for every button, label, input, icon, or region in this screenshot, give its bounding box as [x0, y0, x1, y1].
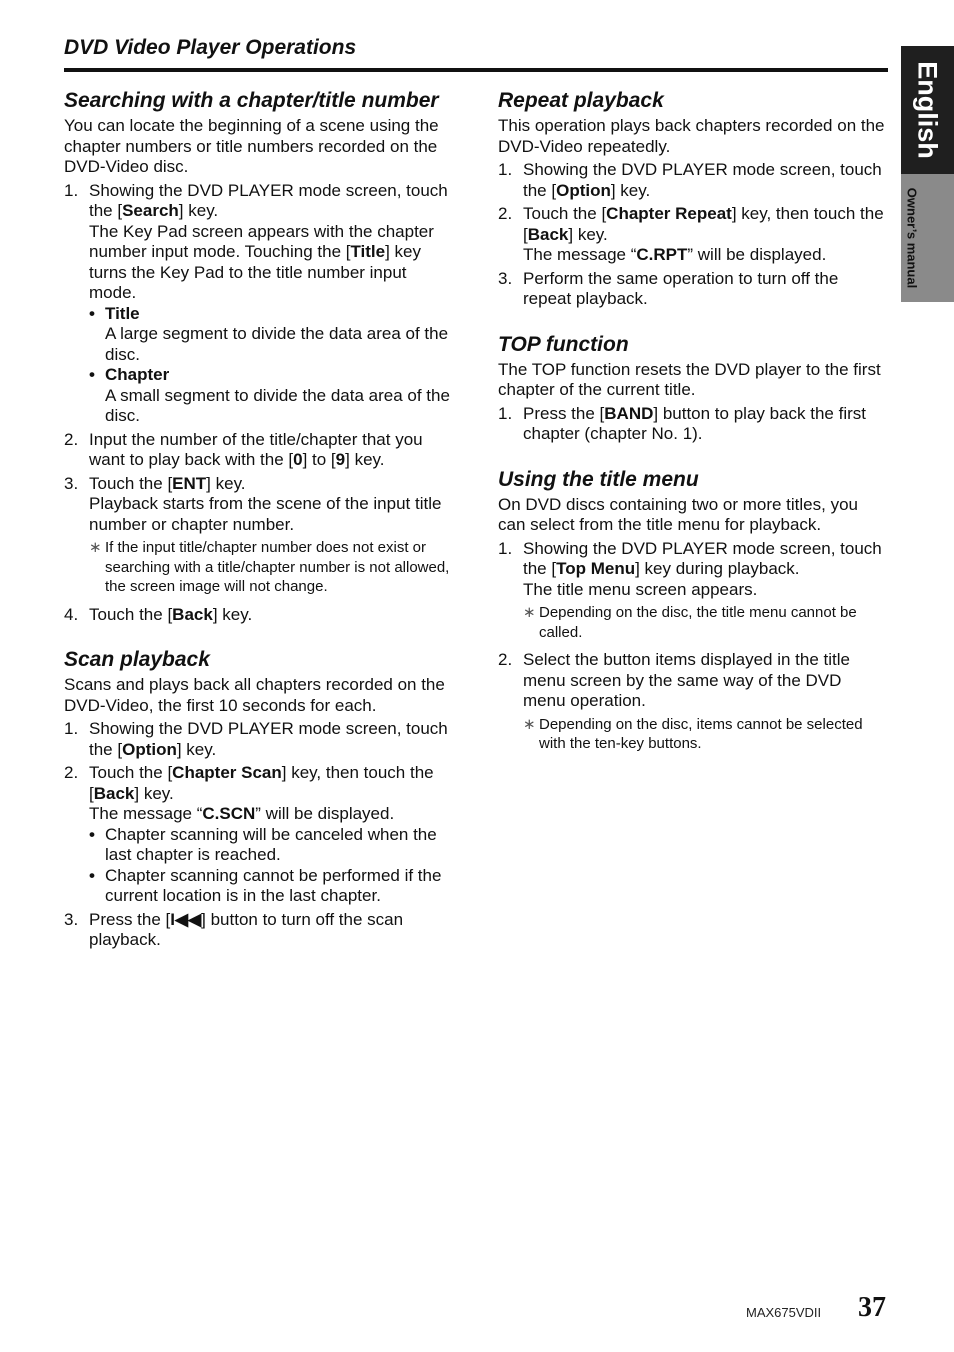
text-run: ] key. [212, 604, 253, 624]
key-label: ENT [172, 473, 207, 493]
scan-bullet [89, 866, 452, 907]
key-label: Search [122, 201, 179, 220]
text-run: Showing the DVD PLAYER mode screen, touch the [ [523, 538, 882, 578]
top-intro: The TOP function resets the DVD player to the first chapter of the current title. [498, 359, 881, 399]
definition-chapter [89, 365, 452, 427]
text-run: ] key. [610, 180, 651, 200]
model-code: MAX675VDII [746, 1305, 822, 1320]
key-label: Chapter Scan [172, 763, 282, 782]
menu-step-1 [498, 539, 886, 643]
asterisk-icon: ∗ [523, 715, 536, 733]
language-side-tab [901, 46, 954, 302]
repeat-intro: This operation plays back chapters recorded on the DVD-Video repeatedly. [498, 116, 885, 156]
key-label: Top Menu [556, 559, 636, 578]
repeat-section [498, 88, 886, 310]
text-run: ] key. [345, 450, 385, 469]
key-label: Chapter Repeat [606, 204, 732, 223]
step-detail [89, 222, 452, 304]
bullet-text: Chapter scanning cannot be performed if the current location is in the last chapter. [105, 865, 442, 905]
text-run: ] button to turn off the scan playback. [89, 909, 404, 949]
step-number: 2. [498, 204, 513, 223]
text-run: ] key. [568, 224, 608, 244]
search-steps [64, 181, 452, 626]
key-label: Back [527, 224, 569, 244]
definition-term: Chapter [105, 365, 170, 384]
repeat-steps [498, 160, 886, 310]
definition-title [89, 304, 452, 366]
step-number: 1. [498, 160, 513, 179]
search-title: Searching with a chapter/title number [64, 89, 439, 112]
step-number: 2. [64, 763, 79, 782]
menu-section [498, 467, 886, 754]
search-step-1 [64, 181, 452, 427]
search-section [64, 88, 452, 625]
scan-title: Scan playback [64, 648, 210, 671]
scan-bullet [89, 825, 452, 866]
text-run: ” will be displayed. [687, 245, 827, 264]
text-run: ] key. [176, 739, 217, 759]
text-run: The Key Pad screen appears with the chapter number input mode. Touching the [ [89, 221, 434, 261]
side-tab-language: English [912, 61, 943, 159]
bullet-mark: • [89, 824, 95, 844]
text-run: Showing the DVD PLAYER mode screen, touch the [ [89, 180, 448, 220]
text-run: ] key, then touch the [ [89, 763, 434, 803]
scan-steps [64, 719, 452, 951]
top-steps [498, 404, 886, 445]
note-text: Depending on the disc, items cannot be selected with the ten-key buttons. [539, 715, 863, 752]
note-text: Depending on the disc, the title menu cannot be called. [539, 604, 857, 641]
menu-steps [498, 539, 886, 754]
step-number: 1. [498, 403, 513, 423]
text-run: ] key during playback. [635, 559, 800, 578]
prev-track-key-label: I◀◀ [170, 909, 202, 929]
top-section [498, 332, 886, 445]
definition-term: Title [105, 303, 140, 323]
definition-text: A small segment to divide the data area of the disc. [105, 385, 450, 425]
text-run: ] key. [206, 473, 246, 493]
scan-step-2 [64, 763, 452, 907]
key-label: Title [350, 242, 386, 261]
page-number: 37 [858, 1292, 886, 1323]
repeat-title: Repeat playback [498, 89, 664, 112]
menu-intro: On DVD discs containing two or more titles, you can select from the title menu for playback. [498, 494, 858, 534]
bullet-mark: • [89, 303, 95, 323]
step-text [89, 474, 452, 495]
step-detail [523, 245, 886, 266]
text-run: The message “ [89, 804, 203, 823]
text-run: Touch the [ [89, 604, 173, 624]
step-text [89, 763, 452, 804]
text-run: ] button to play back the first chapter (chapter No. 1). [523, 403, 866, 443]
scan-step-1 [64, 719, 452, 760]
asterisk-icon: ∗ [523, 604, 536, 621]
search-step-4 [64, 605, 452, 626]
top-step-1 [498, 404, 886, 445]
scan-intro: Scans and plays back all chapters recorded on the DVD-Video, the first 10 seconds for each. [64, 675, 445, 715]
side-tab-manual-label: Owner’s manual [904, 187, 920, 289]
running-header: DVD Video Player Operations [64, 36, 357, 59]
message-text: C.SCN [202, 804, 256, 823]
search-note [89, 538, 452, 597]
step-text: Perform the same operation to turn off the repeat playback. [523, 268, 839, 308]
step-number: 1. [498, 538, 513, 558]
key-label: 0 [293, 450, 303, 469]
text-run: Press the [ [89, 909, 171, 929]
definition-text: A large segment to divide the data area of the disc. [105, 324, 449, 364]
step-detail: The title menu screen appears. [523, 579, 758, 599]
text-run: ” will be displayed. [255, 804, 395, 823]
text-run: The message “ [523, 245, 637, 264]
step-number: 3. [64, 909, 79, 929]
step-text [523, 539, 886, 580]
bullet-mark: • [89, 865, 95, 885]
search-step-3 [64, 474, 452, 597]
note-text: If the input title/chapter number does not exist or searching with a title/chapter number is not allowed, the screen image will not change. [105, 539, 450, 595]
repeat-step-2 [498, 204, 886, 266]
text-run: ] key. [178, 201, 219, 220]
repeat-step-3 [498, 269, 886, 310]
bullet-text: Chapter scanning will be canceled when the last chapter is reached. [105, 824, 437, 864]
key-label: 9 [335, 450, 346, 469]
right-column [498, 88, 886, 762]
text-run: Showing the DVD PLAYER mode screen, touch the [ [89, 719, 448, 759]
step-number: 2. [64, 429, 79, 449]
text-run: ] key turns the Key Pad to the title number input mode. [89, 242, 422, 302]
scan-section [64, 647, 452, 951]
text-run: Touch the [ [89, 473, 173, 493]
definition-list [89, 304, 452, 427]
text-run: Showing the DVD PLAYER mode screen, touch the [ [523, 160, 882, 200]
step-text: Select the button items displayed in the title menu screen by the same way of the DVD menu operation. [523, 650, 850, 710]
step-number: 1. [64, 719, 79, 738]
text-run: ] key, then touch the [ [523, 204, 884, 244]
message-text: C.RPT [636, 245, 688, 264]
left-column [64, 88, 452, 954]
step-text [523, 204, 886, 245]
search-intro: You can locate the beginning of a scene using the chapter numbers or title numbers recorded on the DVD-Video disc. [64, 116, 439, 176]
menu-title: Using the title menu [498, 467, 699, 491]
menu-step-2 [498, 650, 886, 754]
menu-note [523, 715, 886, 754]
step-detail [89, 804, 452, 825]
step-number: 3. [498, 268, 513, 288]
text-run: Input the number of the title/chapter that you want to play back with the [ [89, 429, 423, 469]
step-number: 3. [64, 473, 79, 493]
key-label: Option [556, 180, 611, 200]
step-number: 4. [64, 604, 79, 624]
step-number: 1. [64, 180, 79, 200]
text-run: Touch the [ [523, 204, 607, 223]
key-label: Back [93, 783, 135, 803]
text-run: ] key. [134, 783, 174, 803]
text-run: ] to [ [302, 450, 336, 469]
top-title: TOP function [498, 332, 629, 356]
step-text [89, 181, 452, 222]
key-label: Back [172, 604, 213, 624]
repeat-step-1 [498, 160, 886, 201]
step-number: 2. [498, 650, 513, 669]
bullet-mark: • [89, 365, 95, 384]
key-label: BAND [604, 403, 654, 423]
header-rule [64, 68, 888, 72]
scan-step-3 [64, 910, 452, 951]
scan-bullets [89, 825, 452, 907]
step-detail: Playback starts from the scene of the input title number or chapter number. [89, 494, 442, 534]
key-label: Option [122, 739, 177, 759]
search-step-2 [64, 430, 452, 471]
text-run: Touch the [ [89, 763, 173, 782]
menu-note [523, 603, 886, 642]
text-run: Press the [ [523, 403, 605, 423]
asterisk-icon: ∗ [89, 539, 102, 556]
